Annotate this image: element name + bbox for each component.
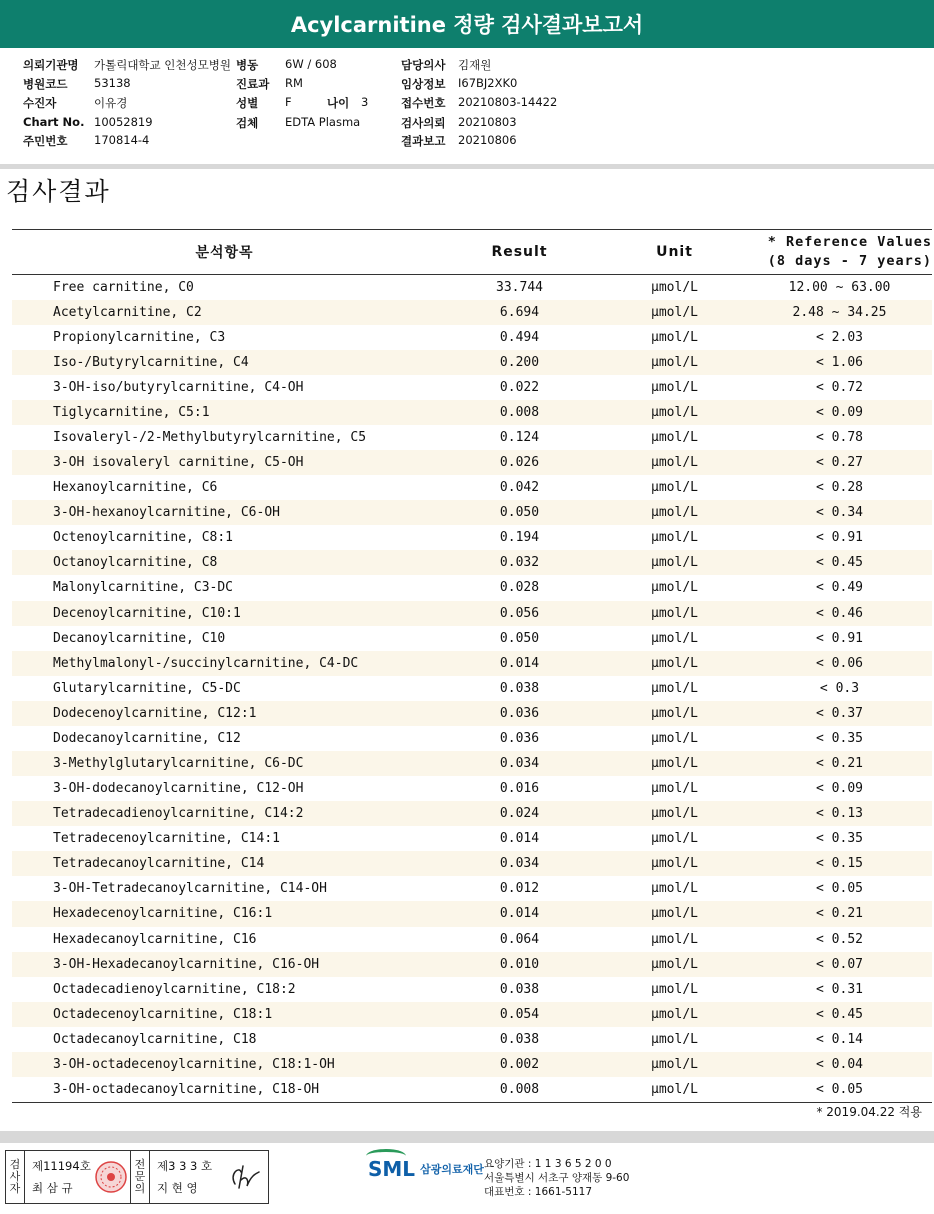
- row-unit: μmol/L: [651, 831, 698, 847]
- row-reference: < 0.21: [816, 906, 863, 922]
- row-unit: μmol/L: [651, 530, 698, 546]
- row-reference: < 0.04: [816, 1056, 863, 1072]
- row-reference: < 0.91: [816, 630, 863, 646]
- logo-arc-icon: [366, 1149, 406, 1163]
- row-reference: < 0.06: [816, 655, 863, 671]
- seal-stamp-icon: [91, 1151, 131, 1203]
- row-reference: < 0.15: [816, 856, 863, 872]
- row-result: 0.056: [499, 605, 540, 621]
- row-result: 0.022: [499, 379, 540, 395]
- role-char: 자: [9, 1182, 21, 1195]
- ward-value: 6W / 608: [285, 57, 337, 71]
- row-result: 33.744: [496, 279, 543, 295]
- footer-divider: [0, 1131, 934, 1143]
- role-char: 전: [134, 1158, 146, 1171]
- patient-info-panel: [0, 52, 934, 166]
- row-reference: < 0.07: [816, 956, 863, 972]
- row-reference: < 0.34: [816, 505, 863, 521]
- row-result: 0.050: [499, 505, 540, 521]
- row-unit: μmol/L: [651, 781, 698, 797]
- logo-brand-text: SML: [368, 1157, 416, 1181]
- row-name: Glutarylcarnitine, C5-DC: [53, 680, 241, 696]
- row-name: Dodecenoylcarnitine, C12:1: [53, 705, 257, 721]
- row-unit: μmol/L: [651, 756, 698, 772]
- row-name: 3-OH-hexanoylcarnitine, C6-OH: [53, 505, 280, 521]
- row-unit: μmol/L: [651, 1081, 698, 1097]
- table-row: [12, 350, 932, 375]
- row-unit: μmol/L: [651, 1056, 698, 1072]
- table-row: [12, 676, 932, 701]
- report-date-label: 결과보고: [401, 134, 446, 148]
- specialist-license: 제3 3 3 호: [157, 1159, 213, 1173]
- row-unit: μmol/L: [651, 404, 698, 420]
- row-result: 0.008: [499, 404, 540, 420]
- contact-line-2: 서울특별시 서초구 양재동 9-60: [484, 1172, 630, 1184]
- row-name: Acetylcarnitine, C2: [53, 304, 202, 320]
- row-name: Dodecanoylcarnitine, C12: [53, 730, 241, 746]
- row-unit: μmol/L: [651, 505, 698, 521]
- logo-org: 삼광의료재단: [420, 1163, 484, 1176]
- patient-label: 수진자: [23, 96, 57, 110]
- row-result: 0.042: [499, 480, 540, 496]
- table-row: [12, 375, 932, 400]
- header-reference-line1: * Reference Values: [767, 234, 932, 250]
- row-unit: μmol/L: [651, 705, 698, 721]
- patient-value: 이유경: [94, 96, 128, 110]
- row-unit: μmol/L: [651, 856, 698, 872]
- hospital-code-label: 병원코드: [23, 77, 68, 91]
- row-name: Decenoylcarnitine, C10:1: [53, 605, 241, 621]
- row-reference: < 0.78: [816, 430, 863, 445]
- row-unit: μmol/L: [651, 354, 698, 370]
- table-row: [12, 751, 932, 776]
- results-body: [12, 275, 932, 1103]
- row-result: 0.012: [499, 881, 540, 897]
- dept-value: RM: [285, 76, 303, 90]
- row-unit: μmol/L: [651, 906, 698, 922]
- table-row: [12, 901, 932, 926]
- table-row: [12, 651, 932, 676]
- header-result: Result: [437, 230, 602, 275]
- row-result: 6.694: [499, 304, 540, 320]
- contact-line-3: 대표번호 : 1661-5117: [484, 1186, 593, 1198]
- row-result: 0.124: [499, 430, 540, 445]
- dept-label: 진료과: [236, 77, 270, 91]
- table-row: [12, 400, 932, 425]
- sex-value: F: [285, 95, 292, 109]
- table-row: [12, 550, 932, 575]
- row-result: 0.054: [499, 1006, 540, 1022]
- row-reference: < 0.13: [816, 806, 863, 822]
- row-result: 0.010: [499, 956, 540, 972]
- row-name: Isovaleryl-/2-Methylbutyrylcarnitine, C5: [53, 430, 367, 445]
- row-reference: < 0.21: [816, 756, 863, 772]
- row-reference: < 0.37: [816, 705, 863, 721]
- reference-footnote: * 2019.04.22 적용: [816, 1105, 922, 1119]
- row-unit: μmol/L: [651, 304, 698, 320]
- table-row: [12, 1052, 932, 1077]
- institution-label: 의뢰기관명: [23, 58, 79, 72]
- row-result: 0.014: [499, 655, 540, 671]
- row-reference: < 0.09: [816, 781, 863, 797]
- row-unit: μmol/L: [651, 329, 698, 345]
- table-row: [12, 977, 932, 1002]
- row-reference: < 0.52: [816, 931, 863, 947]
- specimen-label: 검체: [236, 116, 259, 130]
- table-row: [12, 575, 932, 600]
- results-table: [12, 229, 932, 1103]
- header-unit: Unit: [602, 230, 747, 275]
- row-result: 0.024: [499, 806, 540, 822]
- role-char: 의: [134, 1182, 146, 1195]
- row-name: Propionylcarnitine, C3: [53, 329, 226, 345]
- row-result: 0.014: [499, 831, 540, 847]
- table-row: [12, 952, 932, 977]
- row-reference: < 0.05: [816, 881, 863, 897]
- table-row: [12, 1077, 932, 1102]
- clinical-label: 임상정보: [401, 77, 446, 91]
- row-unit: μmol/L: [651, 379, 698, 395]
- row-reference: < 0.31: [816, 981, 863, 997]
- row-name: Decanoylcarnitine, C10: [53, 630, 226, 646]
- role-char: 사: [9, 1170, 21, 1183]
- row-unit: μmol/L: [651, 555, 698, 571]
- sml-logo: [368, 1157, 484, 1181]
- receipt-label: 접수번호: [401, 96, 446, 110]
- row-name: 3-OH-Hexadecanoylcarnitine, C16-OH: [53, 956, 320, 972]
- row-unit: μmol/L: [651, 480, 698, 496]
- table-row: [12, 801, 932, 826]
- table-row: [12, 851, 932, 876]
- table-row: [12, 300, 932, 325]
- signature-box: [5, 1150, 269, 1204]
- row-name: Tiglycarnitine, C5:1: [53, 404, 210, 420]
- id-value: 170814-4: [94, 133, 150, 147]
- header-reference: [747, 230, 932, 275]
- table-row: [12, 500, 932, 525]
- row-unit: μmol/L: [651, 430, 698, 445]
- row-name: 3-OH-octadecenoylcarnitine, C18:1-OH: [53, 1056, 335, 1072]
- row-unit: μmol/L: [651, 1031, 698, 1047]
- row-reference: < 0.05: [816, 1081, 863, 1097]
- table-row: [12, 525, 932, 550]
- row-result: 0.194: [499, 530, 540, 546]
- row-name: Hexadecenoylcarnitine, C16:1: [53, 906, 273, 922]
- examiner-role-label: [6, 1151, 25, 1203]
- row-unit: μmol/L: [651, 881, 698, 897]
- row-reference: < 0.46: [816, 605, 863, 621]
- row-reference: < 0.35: [816, 730, 863, 746]
- sex-label: 성별: [236, 96, 259, 110]
- report-date-value: 20210806: [458, 133, 517, 147]
- row-result: 0.036: [499, 705, 540, 721]
- row-name: 3-OH-Tetradecanoylcarnitine, C14-OH: [53, 881, 327, 897]
- logo-brand: [368, 1157, 415, 1181]
- row-name: Tetradecadienoylcarnitine, C14:2: [53, 806, 304, 822]
- row-reference: < 0.35: [816, 831, 863, 847]
- table-row: [12, 275, 932, 300]
- specimen-value: EDTA Plasma: [285, 115, 361, 129]
- row-name: 3-Methylglutarylcarnitine, C6-DC: [53, 756, 304, 772]
- row-result: 0.064: [499, 931, 540, 947]
- report-title: Acylcarnitine 정량 검사결과보고서: [290, 13, 644, 37]
- row-unit: μmol/L: [651, 455, 698, 471]
- header-reference-line2: (8 days - 7 years): [767, 253, 932, 269]
- row-result: 0.038: [499, 981, 540, 997]
- doctor-value: 김재원: [458, 58, 492, 72]
- id-label: 주민번호: [23, 134, 68, 148]
- table-row: [12, 876, 932, 901]
- row-unit: μmol/L: [651, 931, 698, 947]
- row-unit: μmol/L: [651, 1006, 698, 1022]
- row-result: 0.050: [499, 630, 540, 646]
- row-reference: < 0.3: [819, 680, 860, 696]
- table-row: [12, 325, 932, 350]
- row-reference: < 0.09: [816, 404, 863, 420]
- row-reference: < 0.72: [816, 379, 863, 395]
- row-result: 0.002: [499, 1056, 540, 1072]
- hospital-code-value: 53138: [94, 76, 131, 90]
- row-result: 0.036: [499, 730, 540, 746]
- row-result: 0.494: [499, 329, 540, 345]
- row-unit: μmol/L: [651, 580, 698, 596]
- specialist-role-label: [131, 1151, 150, 1203]
- row-result: 0.026: [499, 455, 540, 471]
- table-row: [12, 450, 932, 475]
- institution-value: 가톨릭대학교 인천성모병원: [94, 58, 231, 72]
- row-result: 0.008: [499, 1081, 540, 1097]
- examiner-cell: [25, 1151, 91, 1203]
- row-unit: μmol/L: [651, 956, 698, 972]
- row-name: Iso-/Butyrylcarnitine, C4: [53, 354, 249, 370]
- clinical-value: I67BJ2XK0: [458, 76, 518, 90]
- row-unit: μmol/L: [651, 279, 698, 295]
- table-row: [12, 626, 932, 651]
- row-reference: 12.00 ~ 63.00: [788, 279, 891, 295]
- row-name: Hexadecanoylcarnitine, C16: [53, 931, 257, 947]
- table-row: [12, 701, 932, 726]
- examiner-license: 제11194호: [32, 1159, 91, 1173]
- row-unit: μmol/L: [651, 655, 698, 671]
- table-row: [12, 826, 932, 851]
- contact-line-1: 요양기관 : 1 1 3 6 5 2 0 0: [484, 1158, 612, 1170]
- row-name: 3-OH-iso/butyrylcarnitine, C4-OH: [53, 379, 304, 395]
- row-result: 0.034: [499, 756, 540, 772]
- header-item: 분석항목: [12, 230, 437, 275]
- row-result: 0.038: [499, 680, 540, 696]
- role-char: 검: [9, 1158, 21, 1171]
- row-reference: < 0.45: [816, 1006, 863, 1022]
- row-result: 0.014: [499, 906, 540, 922]
- row-name: Tetradecenoylcarnitine, C14:1: [53, 831, 280, 847]
- results-header-row: [12, 230, 932, 275]
- row-result: 0.032: [499, 555, 540, 571]
- row-reference: < 0.91: [816, 530, 863, 546]
- ward-label: 병동: [236, 58, 259, 72]
- table-row: [12, 927, 932, 952]
- row-name: 3-OH isovaleryl carnitine, C5-OH: [53, 455, 304, 471]
- row-reference: < 0.28: [816, 480, 863, 496]
- row-name: Octadecadienoylcarnitine, C18:2: [53, 981, 296, 997]
- row-name: Free carnitine, C0: [53, 279, 194, 295]
- table-row: [12, 726, 932, 751]
- contact-info: [484, 1157, 629, 1199]
- age-label: 나이: [327, 96, 350, 110]
- row-unit: μmol/L: [651, 981, 698, 997]
- specialist-cell: [150, 1151, 222, 1203]
- handwritten-signature-icon: [222, 1151, 268, 1203]
- row-result: 0.200: [499, 354, 540, 370]
- section-title: 검사결과: [6, 177, 111, 206]
- specialist-name: 지 현 영: [157, 1181, 198, 1195]
- row-name: Octanoylcarnitine, C8: [53, 555, 218, 571]
- row-result: 0.038: [499, 1031, 540, 1047]
- table-row: [12, 601, 932, 626]
- row-result: 0.028: [499, 580, 540, 596]
- row-name: Hexanoylcarnitine, C6: [53, 480, 218, 496]
- row-reference: < 2.03: [816, 329, 863, 345]
- row-result: 0.016: [499, 781, 540, 797]
- examiner-name: 최 삼 규: [32, 1181, 73, 1195]
- chart-no-label: Chart No.: [23, 115, 85, 129]
- row-name: Malonylcarnitine, C3-DC: [53, 580, 234, 596]
- row-reference: < 1.06: [816, 354, 863, 370]
- row-name: Octadecanoylcarnitine, C18: [53, 1031, 257, 1047]
- row-name: Methylmalonyl-/succinylcarnitine, C4-DC: [53, 655, 359, 671]
- row-result: 0.034: [499, 856, 540, 872]
- table-row: [12, 1027, 932, 1052]
- row-name: 3-OH-octadecanoylcarnitine, C18-OH: [53, 1081, 320, 1097]
- info-divider: [0, 164, 934, 169]
- request-label: 검사의뢰: [401, 116, 446, 130]
- row-reference: < 0.27: [816, 455, 863, 471]
- row-unit: μmol/L: [651, 680, 698, 696]
- row-reference: < 0.14: [816, 1031, 863, 1047]
- row-reference: < 0.49: [816, 580, 863, 596]
- role-char: 문: [134, 1170, 146, 1183]
- row-name: Octenoylcarnitine, C8:1: [53, 530, 234, 546]
- doctor-label: 담당의사: [401, 58, 446, 72]
- age-value: 3: [361, 95, 369, 109]
- table-row: [12, 475, 932, 500]
- row-unit: μmol/L: [651, 605, 698, 621]
- row-reference: 2.48 ~ 34.25: [792, 304, 887, 320]
- table-row: [12, 1002, 932, 1027]
- chart-no-value: 10052819: [94, 115, 153, 129]
- table-row: [12, 776, 932, 801]
- row-name: Octadecenoylcarnitine, C18:1: [53, 1006, 273, 1022]
- row-reference: < 0.45: [816, 555, 863, 571]
- row-name: Tetradecanoylcarnitine, C14: [53, 856, 265, 872]
- row-unit: μmol/L: [651, 730, 698, 746]
- request-value: 20210803: [458, 115, 517, 129]
- row-unit: μmol/L: [651, 806, 698, 822]
- report-title-bar: [0, 0, 934, 48]
- table-row: [12, 425, 932, 450]
- receipt-value: 20210803-14422: [458, 95, 558, 109]
- row-name: 3-OH-dodecanoylcarnitine, C12-OH: [53, 781, 304, 797]
- row-unit: μmol/L: [651, 630, 698, 646]
